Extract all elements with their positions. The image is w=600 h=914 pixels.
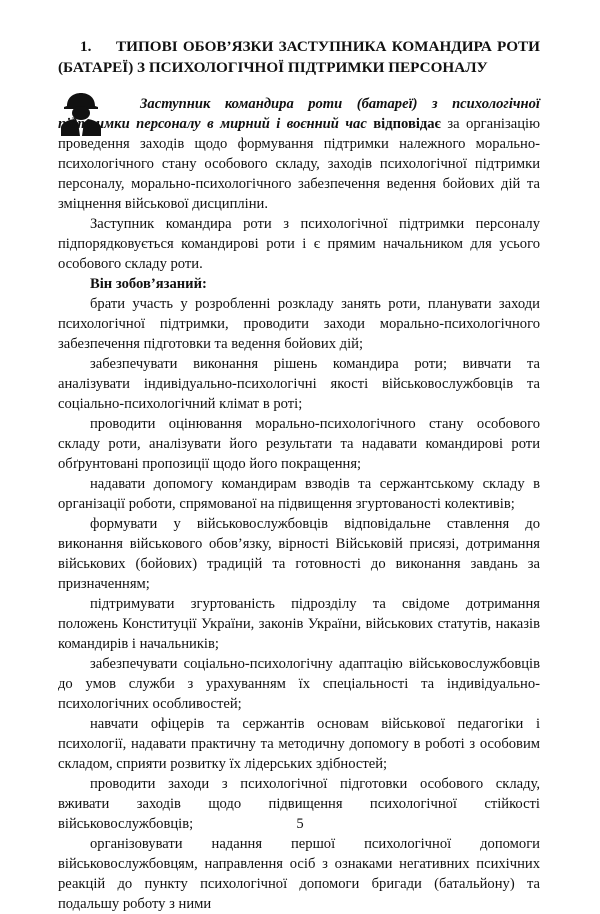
section-number: 1.: [80, 38, 92, 55]
intro-paragraph: [58, 94, 540, 214]
duty-item: проводити заходи з психологічної підготовки особового складу, вживати заходів щодо підвищення психологічної стійкості військовослужбовців;: [58, 776, 540, 832]
section-heading: [58, 36, 540, 78]
page-number: 5: [296, 816, 304, 832]
duty-item: брати участь у розробленні розкладу занять роти, планувати заходи психологічної підтримки, проводити заходи морально-психологічного забезпечення підготовки та ведення бойових дій;: [58, 296, 540, 352]
duty-item: забезпечувати соціально-психологічну адаптацію військовослужбовців до умов служби з урахуванням їх спеціальності та індивідуально-психологічних особливостей;: [58, 656, 540, 712]
intro-rest: за організацію проведення заходів щодо формування підтримки належного морально-психологічного стану особового складу, заходів психологічної підтримки персоналу, морально-психологічного забезпечення ведення бойових дій та зміцнення військової дисципліни.: [58, 116, 540, 212]
duty-item: забезпечувати виконання рішень командира роти; вивчати та аналізувати індивідуально-психологічні якості військовослужбовців та соціально-психологічний клімат в роті;: [58, 356, 540, 412]
duty-item: навчати офіцерів та сержантів основам військової педагогіки і психології, надавати практичну та методичну допомогу в роботі з особовим складом, сприяти розвитку їх лідерських здібностей;: [58, 716, 540, 772]
section-title: ТИПОВІ ОБОВ’ЯЗКИ ЗАСТУПНИКА КОМАНДИРА РОТИ (БАТАРЕЇ) З ПСИХОЛОГІЧНОЇ ПІДТРИМКИ ПЕРСОНАЛУ: [58, 38, 540, 76]
intro-bold-word: відповідає: [373, 116, 441, 132]
duty-item: надавати допомогу командирам взводів та сержантському складу в організації роботи, спрямованої на підвищення згуртованості колективів;: [58, 476, 540, 512]
duty-item: підтримувати згуртованість підрозділу та свідоме дотримання положень Конституції України, законів України, військових статутів, наказів командирів і начальників;: [58, 596, 540, 652]
subordination-paragraph: Заступник командира роти з психологічної підтримки персоналу підпорядковується командирові роти і є прямим начальником для усього особового складу роти.: [58, 216, 540, 272]
duty-item: організовувати надання першої психологічної допомоги військовослужбовцям, направлення осіб з ознаками негативних психічних реакцій до пункту психологічної допомоги бригади (батальйону) та подальшу роботу з ними: [58, 836, 540, 912]
document-body: [58, 94, 540, 914]
duty-item: формувати у військовослужбовців відповідальне ставлення до виконання військового обов’язку, вірності Військовій присязі, дотримання військових (бойових) традицій та готовності до виконання завдань за призначенням;: [58, 516, 540, 592]
intro-italic-lead: Заступник командира роти (батареї) з психологічної підтримки персоналу в мирний і воєнний час: [58, 96, 540, 132]
duty-item: проводити оцінювання морально-психологічного стану особового складу роти, аналізувати його результати та надавати командирові роти обґрунтовані пропозиції щодо його покращення;: [58, 416, 540, 472]
obliged-label: Він зобов’язаний:: [90, 276, 207, 292]
